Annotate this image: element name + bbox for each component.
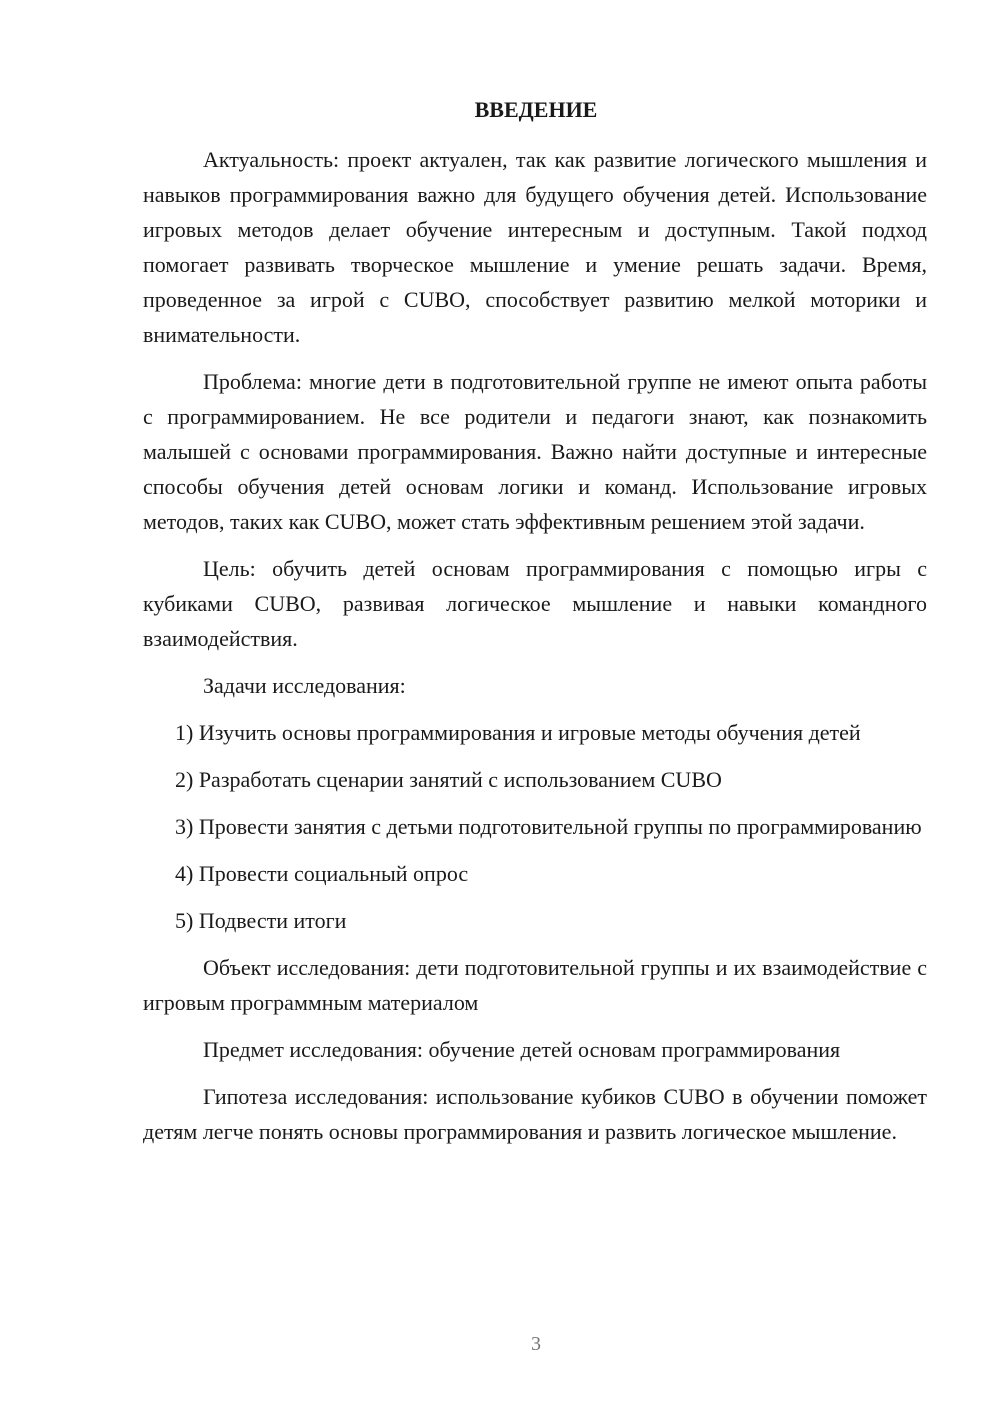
task-item: 4) Провести социальный опрос: [175, 861, 469, 886]
task-item: 1) Изучить основы программирования и игровые методы обучения детей: [175, 720, 861, 745]
task-item: 5) Подвести итоги: [175, 908, 347, 933]
task-item: 2) Разработать сценарии занятий с использованием CUBO: [175, 767, 722, 792]
relevance-paragraph: Актуальность: проект актуален, так как развитие логического мышления и навыков программирования важно для будущего обучения детей. Использование игровых методов делает обучение интересным и доступным. Такой подход помогает развивать творческое мышление и умение решать задачи. Время, проведенное за игрой с CUBO, способствует развитию мелкой моторики и внимательности.: [143, 147, 927, 347]
problem-paragraph: Проблема: многие дети в подготовительной группе не имеют опыта работы с программированием. Не все родители и педагоги знают, как познакомить малышей с основами программирования. Важно найти доступные и интересные способы обучения детей основам логики и команд. Использование игровых методов, таких как CUBO, может стать эффективным решением этой задачи.: [143, 369, 927, 534]
hypothesis-paragraph: Гипотеза исследования: использование кубиков CUBO в обучении поможет детям легче понять основы программирования и развить логическое мышление.: [143, 1084, 927, 1144]
subject-paragraph: Предмет исследования: обучение детей основам программирования: [203, 1037, 841, 1062]
goal-paragraph: Цель: обучить детей основам программирования с помощью игры с кубиками CUBO, развивая логическое мышление и навыки командного взаимодействия.: [143, 556, 927, 651]
tasks-heading: Задачи исследования:: [203, 673, 406, 698]
document-page: [143, 92, 927, 1161]
page-number: 3: [531, 1333, 541, 1355]
object-paragraph: Объект исследования: дети подготовительной группы и их взаимодействие с игровым программным материалом: [143, 955, 927, 1015]
section-title: ВВЕДЕНИЕ: [474, 97, 598, 122]
task-item: 3) Провести занятия с детьми подготовительной группы по программированию: [175, 814, 922, 839]
